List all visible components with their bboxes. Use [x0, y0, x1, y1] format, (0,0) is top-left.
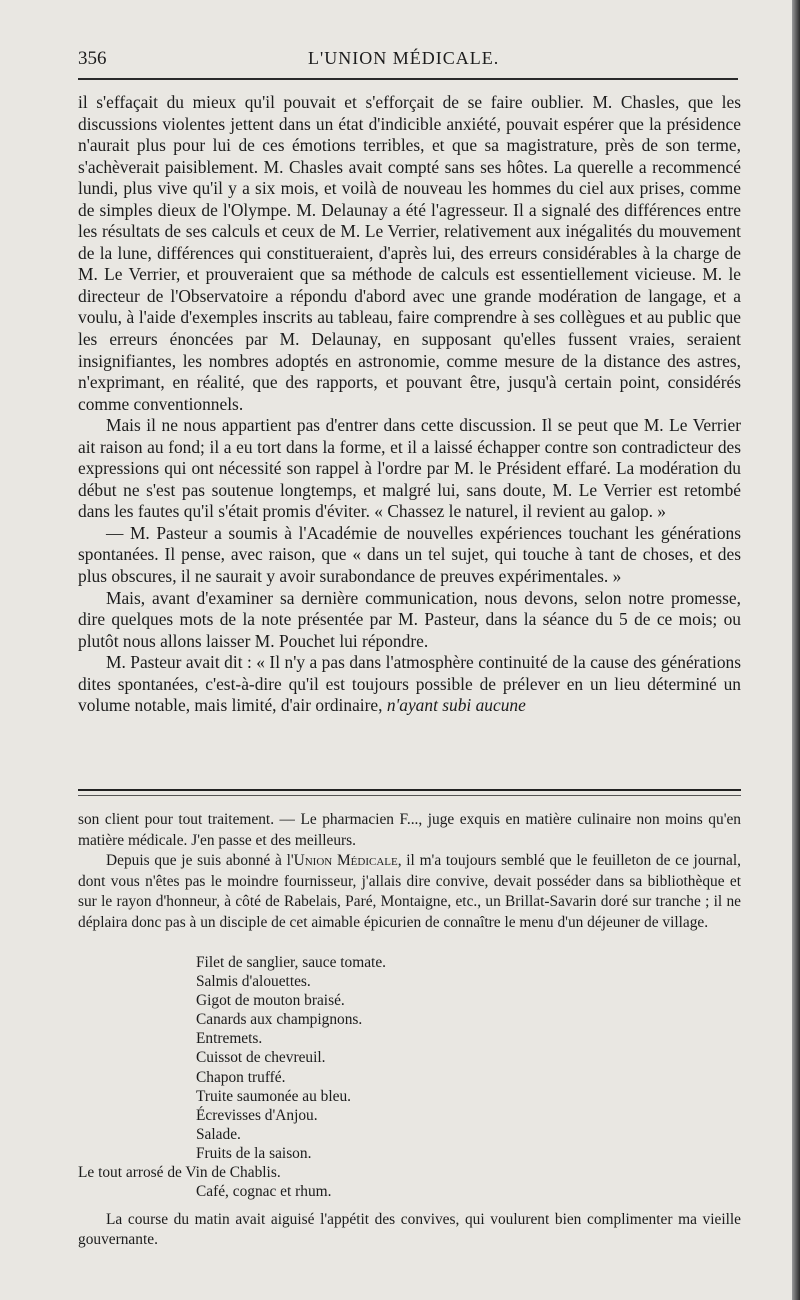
- article-paragraph-last: [78, 652, 741, 717]
- menu-item: Salade.: [196, 1125, 241, 1143]
- menu-item: Gigot de mouton braisé.: [196, 992, 345, 1010]
- menu-item: Fruits de la saison.: [196, 1144, 312, 1162]
- menu-item: Cuissot de chevreuil.: [196, 1049, 326, 1067]
- feuilleton-separator-thin: [78, 795, 741, 796]
- feuilleton-section: [78, 810, 741, 934]
- scan-edge: [792, 0, 800, 1300]
- menu-item: Salmis d'alouettes.: [196, 973, 311, 991]
- page-header: [78, 48, 738, 74]
- menu-item: Écrevisses d'Anjou.: [196, 1106, 318, 1124]
- closing-section: [78, 1210, 741, 1249]
- menu-item: Filet de sanglier, sauce tomate.: [196, 954, 386, 971]
- article-paragraph-text: M. Pasteur avait dit : « Il n'y a pas dans l'atmosphère continuité de la cause des générations dites spontanées, c'est-à-dire qu'il est toujours possible de prélever en un lieu déterminé un volume notable, mais limité, d'air ordinaire,: [78, 652, 741, 716]
- closing-paragraph: La course du matin avait aiguisé l'appétit des convives, qui voulurent bien complimenter ma vieille gouvernante.: [78, 1211, 741, 1248]
- main-article: [78, 92, 741, 717]
- feuilleton-paragraph: son client pour tout traitement. — Le pharmacien F..., juge exquis en matière culinaire non moins qu'en matière médicale. J'en passe et des meilleurs.: [78, 811, 741, 849]
- article-paragraph: Mais, avant d'examiner sa dernière communication, nous devons, selon notre promesse, dire quelques mots de la note présentée par M. Pasteur, dans la séance du 5 de ce mois; ou plutôt nous allons laisser M. Pouchet lui répondre.: [78, 587, 741, 651]
- menu-item: Truite saumonée au bleu.: [196, 1087, 352, 1105]
- feuilleton-text: , il m'a toujours semblé que le feuilleton de ce journal, dont vous n'êtes pas le moindre fournisseur, j'allais dire convive, devait posséder dans sa bibliothèque et sur le rayon d'honneur, à côté de Rabelais, Paré, Montaigne, etc., un Brillat-Savarin doré sur tranche ; il ne déplaira donc pas à un disciple de cet aimable épicurien de connaître le menu d'un déjeuner de village.: [78, 852, 742, 931]
- menu-wine-line: Le tout arrosé de Vin de Chablis.: [78, 1164, 281, 1182]
- menu-item: Entremets.: [196, 1030, 263, 1048]
- feuilleton-separator-thick: [78, 789, 741, 791]
- italic-phrase: n'ayant subi aucune: [386, 695, 526, 716]
- journal-name: Union Médicale: [293, 852, 398, 870]
- feuilleton-paragraph: [78, 851, 741, 933]
- menu-list: [78, 953, 741, 1201]
- menu-item: Canards aux champignons.: [196, 1011, 363, 1029]
- article-paragraph: il s'effaçait du mieux qu'il pouvait et s'efforçait de se faire oublier. M. Chasles, que les discussions violentes jettent dans un état d'indicible anxiété, pouvait espérer que la présidence n'aurait plus pour lui de ces émotions terribles, et que sa magistrature, près de son terme, s'achèverait paisiblement. M. Chasles avait compté sans ses hôtes. La querelle a recommencé lundi, plus vive qu'il y a six mois, et voilà de nouveau les hommes du ciel aux prises, comme de simples dieux de l'Olympe. M. Delaunay a été l'agresseur. Il a signalé des différences entre les résultats de ses calculs et ceux de M. Le Verrier, relativement aux inégalités du mouvement de la lune, différences qui constitueraient, d'après lui, des erreurs considérables à la charge de M. Le Verrier, et prouveraient que sa méthode de calculs est essentiellement vicieuse. M. le directeur de l'Observatoire a répondu d'abord avec une grande modération de langage, et a voulu, à l'aide d'exemples inscrits au tableau, faire comprendre à ses collègues et au public que les erreurs énoncées par M. Delaunay, en supposant qu'elles fussent vraies, seraient insignifiantes, les nombres adoptés en astronomie, comme mesure de la distance des astres, n'exprimant, en réalité, que des rapports, et pouvant être, jusqu'à certain point, considérés comme conventionnels.: [78, 92, 741, 414]
- article-paragraph: Mais il ne nous appartient pas d'entrer dans cette discussion. Il se peut que M. Le Verrier ait raison au fond; il a eu tort dans la forme, et il a laissé échapper contre son contradicteur des expressions qui ont nécessité son rappel à l'ordre par M. le Président effaré. La modération du début ne s'est pas soutenue longtemps, et malgré lui, sans doute, M. Le Verrier est retombé dans les fautes qu'il s'était promis d'éviter. « Chassez le naturel, il revient au galop. »: [78, 415, 741, 522]
- page-number: 356: [78, 48, 107, 69]
- feuilleton-text: Depuis que je suis abonné à l': [106, 852, 294, 870]
- running-head: L'UNION MÉDICALE.: [308, 48, 500, 68]
- menu-item: Chapon truffé.: [196, 1068, 286, 1086]
- article-paragraph: — M. Pasteur a soumis à l'Académie de nouvelles expériences touchant les générations spontanées. Il pense, avec raison, que « dans un tel sujet, qui touche à tant de choses, et des plus obscures, il ne saurait y avoir surabondance de preuves expérimentales. »: [78, 522, 741, 587]
- header-rule: [78, 78, 738, 80]
- menu-item: Café, cognac et rhum.: [196, 1183, 332, 1201]
